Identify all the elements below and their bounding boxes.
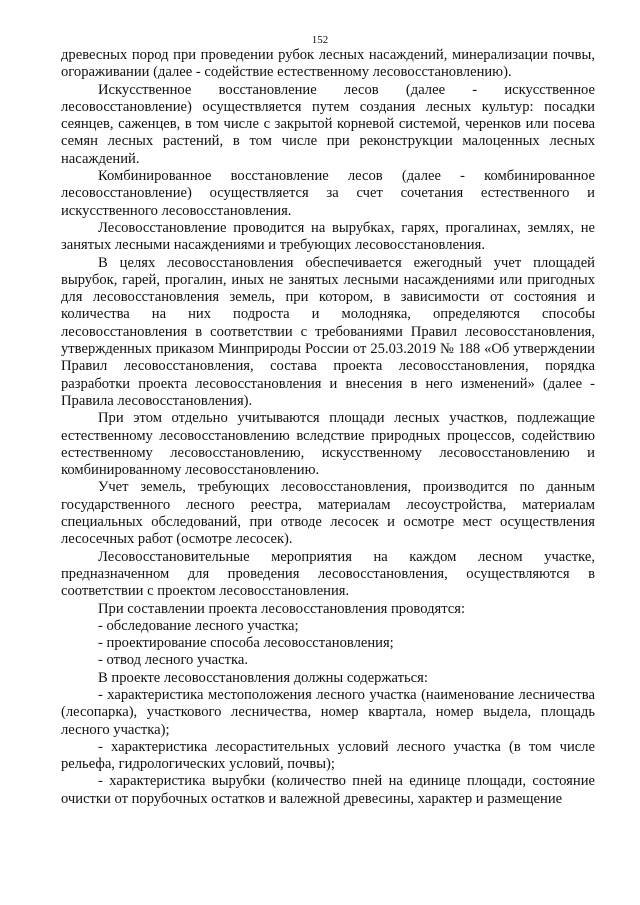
paragraph: Лесовосстановительные мероприятия на каждом лесном участке, предназначенном для проведения лесовосстановления, осуществляются в соответствии с проектом лесовосстановления. <box>61 548 595 600</box>
paragraph: - характеристика лесорастительных условий лесного участка (в том числе рельефа, гидрологических условий, почвы); <box>61 738 595 773</box>
paragraph: Учет земель, требующих лесовосстановления, производится по данным государственного лесного реестра, материалам лесоустройства, материалам специальных обследований, при отводе лесосек и осмотре мест осуществления лесосечных работ (осмотре лесосек). <box>61 479 595 548</box>
paragraph: древесных пород при проведении рубок лесных насаждений, минерализации почвы, огораживании (далее - содействие естественному лесовосстановлению). <box>61 47 595 81</box>
paragraph: - обследование лесного участка; <box>98 617 299 634</box>
document-body <box>61 47 595 808</box>
paragraph: Лесовосстановление проводится на вырубках, гарях, прогалинах, землях, не занятых лесными насаждениями и требующих лесовосстановления. <box>61 219 595 254</box>
paragraph: Комбинированное восстановление лесов (далее - комбинированное лесовосстановление) осуществляется за счет сочетания естественного и искусственного лесовосстановления. <box>61 168 595 219</box>
paragraph: - проектирование способа лесовосстановления; <box>98 635 394 652</box>
paragraph: - характеристика местоположения лесного участка (наименование лесничества (лесопарка), участкового лесничества, номер квартала, номер выдела, площадь лесного участка); <box>61 686 595 738</box>
paragraph: - характеристика вырубки (количество пней на единице площади, состояние очистки от порубочных остатков и валежной древесины, характер и размещение <box>61 773 595 807</box>
paragraph: При этом отдельно учитываются площади лесных участков, подлежащие естественному лесовосстановлению вследствие природных процессов, содействию естественному лесовосстановлению, искусственному лесовосстановлению и комбинированному лесовосстановлению. <box>61 410 595 479</box>
paragraph: В проекте лесовосстановления должны содержаться: <box>98 669 428 686</box>
paragraph: Искусственное восстановление лесов (далее - искусственное лесовосстановление) осуществляется путем создания лесных культур: посадки сеянцев, саженцев, в том числе с закрытой корневой системой, черенков или посева семян лесных растений, в том числе при реконструкции малоценных лесных насаждений. <box>61 81 595 167</box>
paragraph: В целях лесовосстановления обеспечивается ежегодный учет площадей вырубок, гарей, прогалин, иных не занятых лесными насаждениями или пригодных для лесовосстановления земель, при котором, в зависимости от состояния и количества на них подроста и молодняка, определяются способы лесовосстановления в соответствии с требованиями Правил лесовосстановления, утвержденных приказом Минприроды России от 25.03.2019 № 188 «Об утверждении Правил лесовосстановления, состава проекта лесовосстановления, порядка разработки проекта лесовосстановления и внесения в него изменений» (далее - Правила лесовосстановления). <box>61 254 595 409</box>
page-number: 152 <box>311 34 329 46</box>
paragraph: - отвод лесного участка. <box>98 652 248 669</box>
paragraph: При составлении проекта лесовосстановления проводятся: <box>98 600 466 617</box>
